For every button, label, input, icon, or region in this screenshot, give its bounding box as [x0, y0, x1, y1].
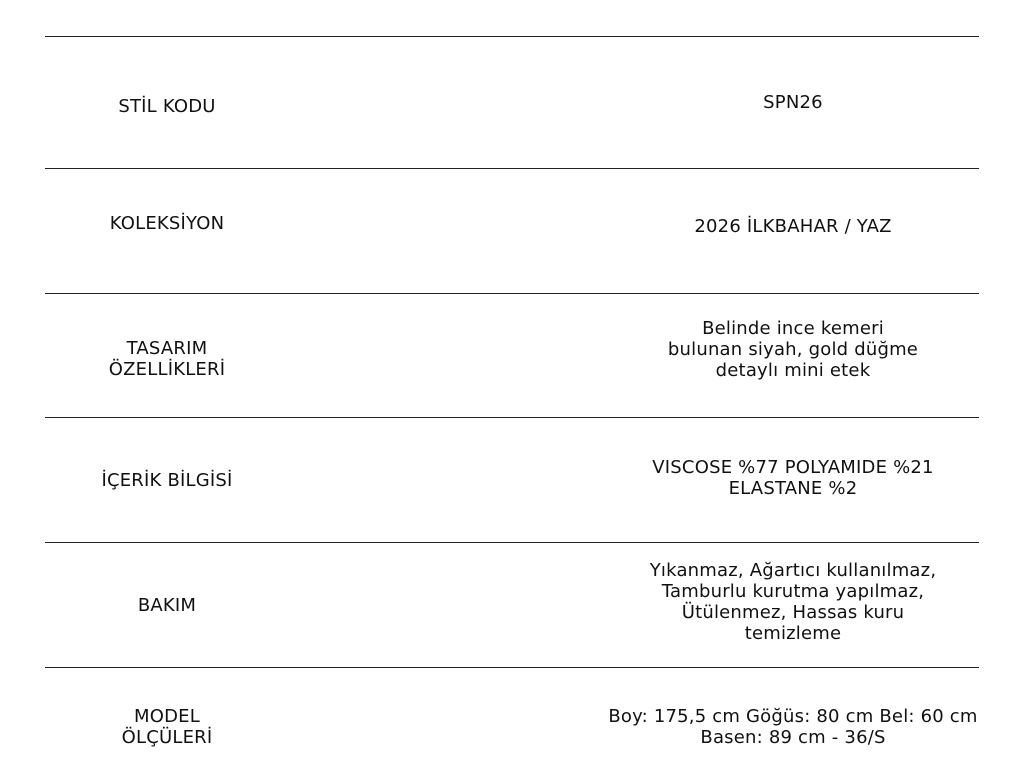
spec-row-care	[45, 542, 979, 667]
spec-label	[67, 294, 267, 417]
spec-value	[590, 169, 996, 293]
spec-row-style-code	[45, 36, 979, 168]
spec-label	[67, 37, 267, 168]
spec-label-text: STİL KODU	[118, 96, 216, 117]
spec-row-collection	[45, 168, 979, 293]
spec-label	[67, 418, 267, 542]
spec-value-text: SPN26	[763, 92, 823, 113]
spec-label	[67, 543, 267, 667]
spec-label-text: İÇERİK BİLGİSİ	[101, 469, 233, 491]
spec-value-text: Boy: 175,5 cm Göğüs: 80 cm Bel: 60 cm Basen: 89 cm - 36/S	[608, 706, 978, 748]
spec-value	[590, 668, 996, 768]
product-spec-table	[45, 36, 979, 768]
spec-value-text: 2026 İLKBAHAR / YAZ	[694, 215, 892, 237]
spec-value-text: Belinde ince kemeri bulunan siyah, gold düğme detaylı mini etek	[667, 318, 919, 381]
spec-label-text: MODEL ÖLÇÜLERİ	[121, 706, 213, 748]
spec-label	[67, 668, 267, 768]
spec-value-text: VISCOSE %77 POLYAMIDE %21 ELASTANE %2	[652, 457, 934, 499]
spec-value	[590, 543, 996, 667]
spec-value	[590, 294, 996, 417]
spec-value	[590, 37, 996, 168]
spec-row-model-measurements	[45, 667, 979, 768]
spec-label-text: TASARIM ÖZELLİKLERİ	[108, 337, 226, 380]
spec-row-content-info	[45, 417, 979, 542]
spec-value	[590, 418, 996, 542]
spec-row-design-features	[45, 293, 979, 417]
spec-label-text: KOLEKSİYON	[109, 212, 225, 234]
spec-label-text: BAKIM	[137, 594, 197, 616]
spec-label	[67, 169, 267, 293]
spec-value-text: Yıkanmaz, Ağartıcı kullanılmaz, Tamburlu kurutma yapılmaz, Ütülenmez, Hassas kuru temizleme	[649, 560, 937, 644]
